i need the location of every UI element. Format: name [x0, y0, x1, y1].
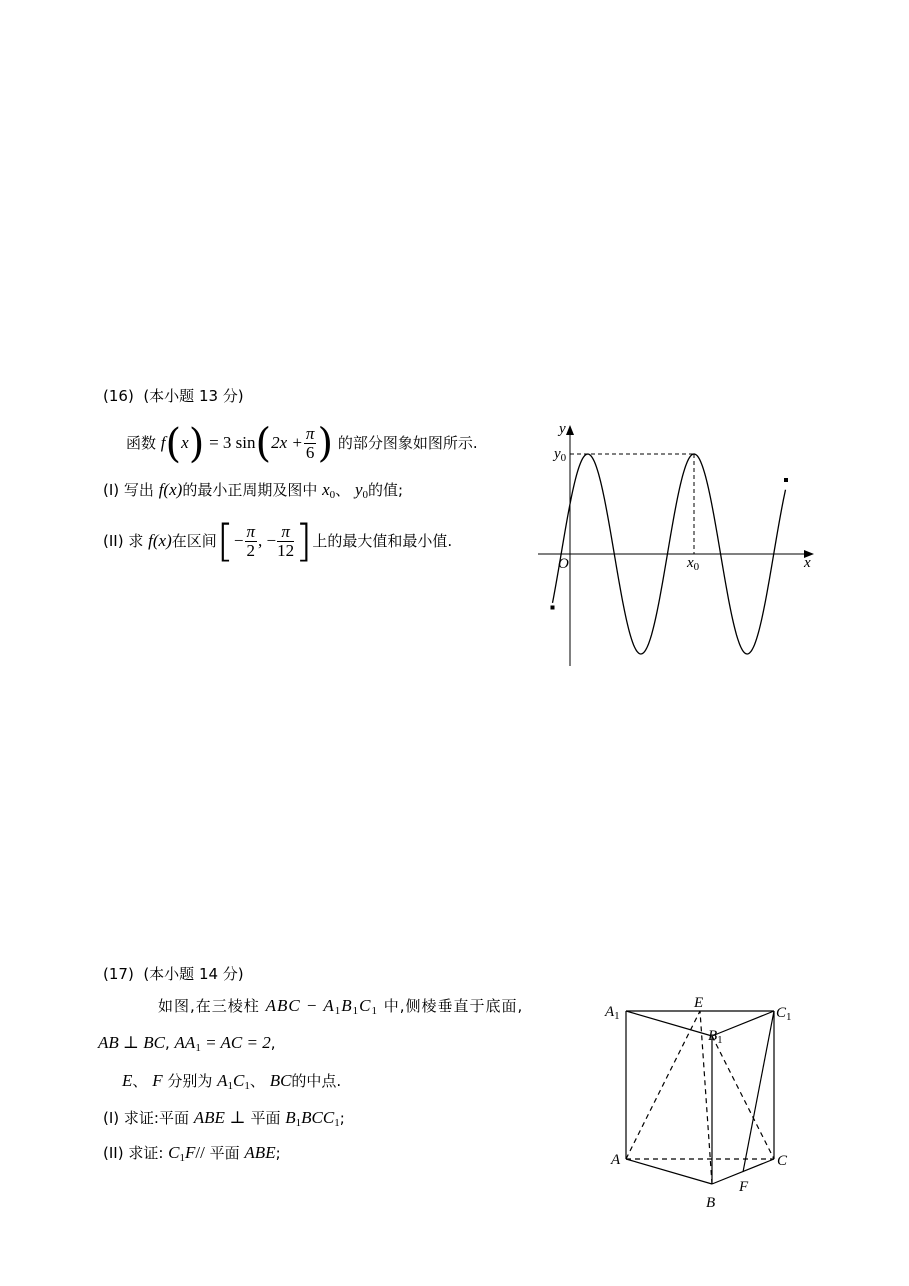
q17-part2-label: (II) 求证: — [103, 1144, 164, 1162]
q17-part2-c: C — [168, 1143, 180, 1162]
x-axis-label: x — [804, 555, 811, 571]
origin-label: O — [558, 556, 569, 572]
q17-line3-a: A — [217, 1071, 228, 1090]
q17-part2-mid: 平面 — [209, 1144, 240, 1162]
q16-part1-sep: 、 — [335, 481, 351, 499]
q16-part2-x: x — [158, 531, 167, 550]
q17-part1-mid: 平面 — [250, 1109, 281, 1127]
q17-part2-sub: 1 — [179, 1152, 185, 1164]
q16-part1: (I) 写出 f(x)的最小正周期及图中 $x_0$、 $y_0$的值; — [103, 480, 404, 501]
q16-intro: 函数 f(x) = 3 sin(2x + $\frac{\pi}{6}$ ) 的部分图象如图所示. — [126, 420, 478, 468]
right-endpoint — [784, 478, 788, 482]
label-a: A — [611, 1152, 621, 1168]
label-c1-sub: 1 — [786, 1011, 792, 1023]
q16-part1-label: (I) 写出 — [103, 481, 154, 499]
label-c1 — [776, 1005, 792, 1023]
segment-a-e — [626, 1011, 700, 1159]
q17-part1-abe: ABE — [193, 1108, 225, 1127]
segment-b1-c — [712, 1036, 774, 1159]
q16-part1-text: 的最小正周期及图中 — [182, 481, 318, 499]
label-b: B — [706, 1195, 716, 1211]
q16-frac-pi: π — [305, 424, 315, 443]
q17-line3-sep: 、 — [132, 1072, 148, 1090]
q17-line1-sub-c: 1 — [371, 1005, 378, 1017]
q17-line1-c: C — [359, 996, 372, 1015]
q17-part1 — [103, 1108, 345, 1133]
q17-part2-par: // — [195, 1143, 205, 1162]
label-a1-letter: A — [605, 1004, 615, 1020]
q17-line1-b: B — [341, 996, 353, 1015]
q16-part2: (II) 求 f(x)在区间[− $\frac{\pi}{2}$ , − $\frac{\pi}{12}$ ]上的最大值和最小值. — [103, 515, 453, 567]
q16-part1-x0-sub: 0 — [329, 489, 336, 501]
q17-line1-abc: ABC − A — [265, 996, 335, 1015]
q16-part2-pi2: π — [277, 523, 294, 542]
q17-line3-sub-a: 1 — [227, 1080, 234, 1092]
q17-line2-rest: = AC = 2 — [205, 1033, 271, 1052]
label-e: E — [694, 995, 704, 1011]
edge-b1-c1 — [712, 1011, 774, 1036]
q16-part2-f: f — [148, 531, 153, 550]
q17-line2-end: , — [270, 1034, 276, 1052]
q16-inner: 2x + — [271, 433, 303, 452]
segment-c1-f — [743, 1011, 774, 1172]
label-b1 — [708, 1028, 723, 1046]
q16-intro-prefix: 函数 — [126, 434, 157, 452]
q17-prism-figure — [600, 990, 810, 1215]
y0-sub: 0 — [560, 452, 567, 464]
x0-label — [686, 555, 700, 573]
x0-sub: 0 — [693, 561, 700, 573]
q16-part1-y0: y — [354, 480, 363, 499]
q17-line3-sub-c: 1 — [244, 1080, 250, 1092]
q16-intro-suffix: 的部分图象如图所示. — [337, 434, 478, 452]
q17-line3-sep2: 、 — [249, 1072, 265, 1090]
y-axis-label: y — [559, 421, 566, 437]
q16-part1-x: x — [169, 480, 177, 499]
y0-label — [552, 446, 567, 464]
q16-part2-comma: , − — [258, 531, 277, 550]
q17-part1-bcc: BCC — [301, 1108, 335, 1127]
q16-part2-minus: − — [233, 531, 244, 550]
q17-line2-sub: 1 — [195, 1042, 201, 1054]
q17-line2 — [98, 1033, 275, 1058]
q16-part1-y0-sub: 0 — [362, 489, 368, 501]
q16-part2-pi: π — [246, 522, 256, 541]
q17-part1-b: B — [285, 1108, 296, 1127]
q16-header: (16) (本小题 13 分) — [103, 387, 244, 405]
q16-eq: = 3 sin — [209, 433, 256, 452]
q17-line2-comma: , — [164, 1034, 170, 1052]
q16-frac-6: 6 — [305, 443, 315, 462]
q16-x: x — [181, 433, 189, 452]
q16-part2-label: (II) 求 — [103, 532, 144, 550]
q16-part1-f: f — [158, 480, 164, 499]
left-endpoint — [551, 606, 555, 610]
q16-fx: f — [160, 433, 166, 452]
label-c: C — [777, 1153, 788, 1169]
label-a1 — [604, 1004, 620, 1022]
label-b1-sub: 1 — [717, 1034, 723, 1046]
edge-a-b — [626, 1159, 712, 1184]
q17-line1-prefix: 如图,在三棱柱 — [158, 997, 260, 1015]
q17-line1-sub-a: 1 — [334, 1005, 342, 1017]
q17-part1-perp: ⊥ — [229, 1108, 246, 1127]
q16-part1-end: 的值; — [368, 481, 404, 499]
q16-part1-x0: x — [322, 480, 330, 499]
q17-part1-end: ; — [339, 1109, 345, 1127]
x0-letter: x — [687, 555, 694, 571]
q17-header: (17) (本小题 14 分) — [103, 965, 244, 983]
q17-part1-sub-c: 1 — [334, 1117, 340, 1129]
q17-part2-end: ; — [275, 1144, 281, 1162]
q16-part2-2: 2 — [246, 541, 256, 560]
q17-line1-sub-b: 1 — [352, 1005, 360, 1017]
q17-line3-f: F — [152, 1071, 163, 1090]
q16-sine-graph — [530, 418, 830, 678]
y0-letter: y — [554, 446, 561, 462]
q17-part2 — [103, 1143, 281, 1168]
q17-line1 — [158, 996, 523, 1021]
q17-line3-mid: 分别为 — [167, 1072, 213, 1090]
q17-part2-f: F — [185, 1143, 196, 1162]
q16-part2-mid: 在区间 — [171, 532, 217, 550]
q17-line1-suffix: 中,侧棱垂直于底面, — [383, 997, 524, 1015]
q17-line3-c: C — [233, 1071, 245, 1090]
q17-part1-sub-b: 1 — [295, 1117, 302, 1129]
label-c1-letter: C — [776, 1005, 787, 1021]
q16-part2-12: 12 — [277, 541, 295, 560]
q17-line3-bc: BC — [269, 1071, 292, 1090]
q17-part1-label: (I) 求证:平面 — [103, 1109, 189, 1127]
q17-line2-aa: AA — [174, 1033, 196, 1052]
q17-line2-ab: AB ⊥ BC — [98, 1033, 165, 1052]
label-f: F — [739, 1179, 749, 1195]
q17-line3-e: E — [122, 1071, 133, 1090]
label-b1-letter: B — [708, 1028, 718, 1044]
q17-line3-end: 的中点. — [291, 1072, 342, 1090]
q16-part2-end: 上的最大值和最小值. — [312, 532, 453, 550]
edge-a1-b1 — [626, 1011, 712, 1036]
q17-part2-abe: ABE — [244, 1143, 276, 1162]
label-a1-sub: 1 — [614, 1010, 620, 1022]
q17-line3 — [122, 1071, 341, 1096]
